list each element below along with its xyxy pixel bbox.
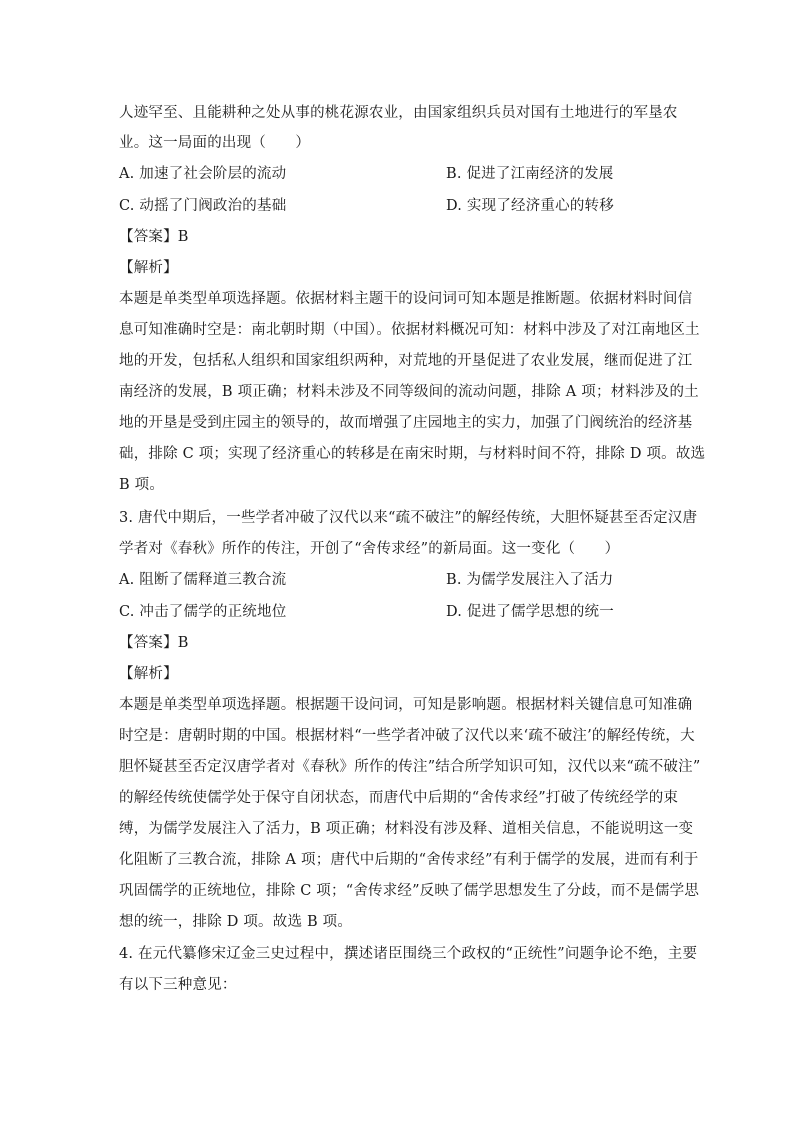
q3-stem-line-2: 学者对《春秋》所作的传注，开创了“舍传求经”的新局面。这一变化（ ） xyxy=(119,541,620,557)
q3-analysis-line-2: 时空是：唐朝时期的中国。根据材料“一些学者冲破了汉代以来‘疏不破注’的解经传统，大 xyxy=(119,728,695,744)
q3-analysis-line-7: 巩固儒学的正统地位，排除 C 项；“舍传求经”反映了儒学思想发生了分歧，而不是儒学思 xyxy=(119,883,700,899)
q3-analysis-line-1: 本题是单类型单项选择题。根据题干设问词，可知是影响题。根据材料关键信息可知准确 xyxy=(119,697,693,713)
q3-option-b: B. 为儒学发展注入了活力 xyxy=(446,572,614,588)
q3-option-d: D. 促进了儒学思想的统一 xyxy=(446,604,614,620)
q2-option-a: A. 加速了社会阶层的流动 xyxy=(119,166,287,182)
q2-option-b: B. 促进了江南经济的发展 xyxy=(446,166,614,182)
q2-answer: 【答案】B xyxy=(119,229,189,245)
q3-analysis-label: 【解析】 xyxy=(119,666,178,682)
q2-analysis-line-6: 础，排除 C 项；实现了经济重心的转移是在南宋时期，与材料时间不符，排除 D 项。故选 xyxy=(119,446,706,462)
q2-option-c: C. 动摇了门阀政治的基础 xyxy=(119,198,287,214)
q2-analysis-line-4: 南经济的发展，B 项正确；材料未涉及不同等级间的流动问题，排除 A 项；材料涉及的土 xyxy=(119,384,699,400)
q2-option-d: D. 实现了经济重心的转移 xyxy=(446,198,614,214)
q3-option-a: A. 阻断了儒释道三教合流 xyxy=(119,572,287,588)
q2-analysis-line-7: B 项。 xyxy=(119,477,165,493)
q2-analysis-line-3: 地的开发，包括私人组织和国家组织两种，对荒地的开垦促进了农业发展，继而促进了江 xyxy=(119,353,693,369)
q3-analysis-line-3: 胆怀疑甚至否定汉唐学者对《春秋》所作的传注”结合所学知识可知，汉代以来“疏不破注” xyxy=(119,759,701,775)
q3-analysis-line-8: 想的统一，排除 D 项。故选 B 项。 xyxy=(119,914,353,930)
q2-analysis-line-1: 本题是单类型单项选择题。依据材料主题干的设问词可知本题是推断题。依据材料时间信 xyxy=(119,291,693,307)
q2-stem-line-2: 业。这一局面的出现（ ） xyxy=(119,135,311,151)
q2-analysis-line-2: 息可知准确时空是：南北朝时期（中国）。依据材料概况可知：材料中涉及了对江南地区土 xyxy=(119,322,700,338)
q2-analysis-line-5: 地的开垦是受到庄园主的领导的，故而增强了庄园地主的实力，加强了门阀统治的经济基 xyxy=(119,415,693,431)
q3-analysis-line-6: 化阻断了三教合流，排除 A 项；唐代中后期的“舍传求经”有利于儒学的发展，进而有利于 xyxy=(119,852,699,868)
q4-stem-line-1: 4. 在元代纂修宋辽金三史过程中，撰述诸臣围绕三个政权的“正统性”问题争论不绝，主要 xyxy=(119,946,698,962)
q3-stem-line-1: 3. 唐代中期后，一些学者冲破了汉代以来“疏不破注”的解经传统，大胆怀疑甚至否定汉唐 xyxy=(119,510,698,526)
q4-stem-line-2: 有以下三种意见： xyxy=(119,977,237,993)
q3-option-c: C. 冲击了儒学的正统地位 xyxy=(119,604,287,620)
q2-stem-line-1: 人迹罕至、且能耕种之处从事的桃花源农业，由国家组织兵员对国有土地进行的军垦农 xyxy=(119,105,678,121)
q3-analysis-line-4: 的解经传统使儒学处于保守自闭状态，而唐代中后期的“舍传求经”打破了传统经学的束 xyxy=(119,790,679,806)
q3-answer: 【答案】B xyxy=(119,635,189,651)
q3-analysis-line-5: 缚，为儒学发展注入了活力，B 项正确；材料没有涉及释、道相关信息，不能说明这一变 xyxy=(119,821,694,837)
q2-analysis-label: 【解析】 xyxy=(119,260,178,276)
